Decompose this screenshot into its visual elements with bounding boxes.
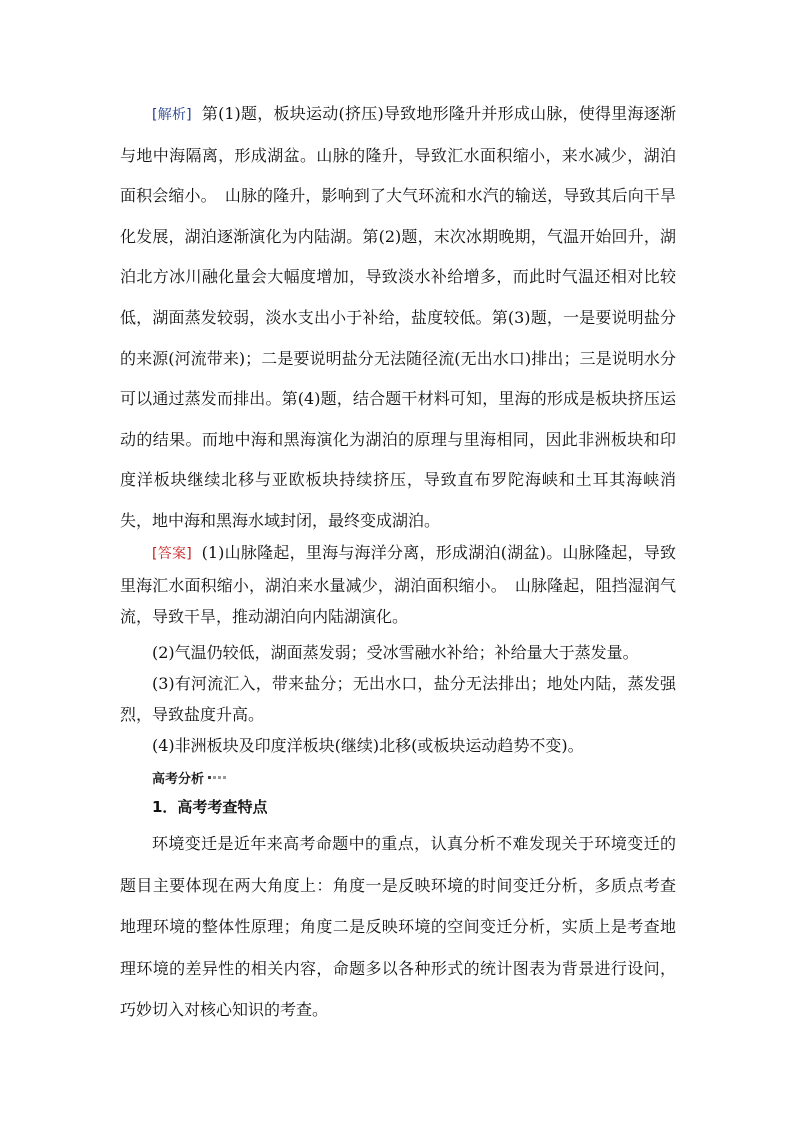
- section-heading: [152, 767, 226, 787]
- exam-analysis-paragraph: 环境变迁是近年来高考命题中的重点，认真分析不难发现关于环境变迁的题目主要体现在两大角度上：角度一是反映环境的时间变迁分析，多质点考查地理环境的整体性原理；角度二是反映环境的空间变迁分析，实质上是考查地理环境的差异性的相关内容，命题多以各种形式的统计图表为背景进行设问，巧妙切入对核心知识的考查。: [120, 834, 676, 1019]
- subheading: 1．高考考查特点: [152, 798, 268, 816]
- answer-item-1: [120, 537, 676, 632]
- answer-item-2: (2)气温仍较低，湖面蒸发弱；受冰雪融水补给；补给量大于蒸发量。: [152, 643, 639, 662]
- section-heading-label: 高考分析: [152, 771, 205, 787]
- analysis-tag: [解析]: [152, 107, 192, 123]
- answer-item-1-text: (1)山脉隆起，里海与海洋分离，形成湖泊(湖盆)。山脉隆起，导致里海汇水面积缩小，湖泊来水量减少，湖泊面积缩小。 山脉隆起，阻挡湿润气流，导致干旱，推动湖泊向内陆湖演化。: [120, 543, 676, 626]
- analysis-text: 第(1)题，板块运动(挤压)导致地形隆升并形成山脉，使得里海逐渐与地中海隔离，形成湖盆。山脉的隆升，导致汇水面积缩小，来水减少，湖泊面积会缩小。 山脉的隆升，影响到了大气环流和水汽的输送，导致其后向干旱化发展，湖泊逐渐演化为内陆湖。第(2)题，末次冰期晚期，气温开始回升，湖泊北方冰川融化量会大幅度增加，导致淡水补给增多，而此时气温还相对比较低，湖面蒸发较弱，淡水支出小于补给，盐度较低。第(3)题，一是要说明盐分的来源(河流带来)；二是要说明盐分无法随径流(无出水口)排出；三是说明水分可以通过蒸发而排出。第(4)题，结合题干材料可知，里海的形成是板块挤压运动的结果。而地中海和黑海演化为湖泊的原理与里海相同，因此非洲板块和印度洋板块继续北移与亚欧板块持续挤压，导致直布罗陀海峡和土耳其海峡消失，地中海和黑海水域封闭，最终变成湖泊。: [120, 104, 676, 530]
- answer-item-3: (3)有河流汇入，带来盐分；无出水口，盐分无法排出；地处内陆，蒸发强烈，导致盐度升高。: [120, 674, 676, 724]
- heading-dots-decoration: [208, 776, 226, 779]
- answer-tag: [答案]: [152, 546, 192, 562]
- answer-item-4: (4)非洲板块及印度洋板块(继续)北移(或板块运动趋势不变)。: [152, 736, 584, 755]
- analysis-paragraph: [120, 94, 676, 542]
